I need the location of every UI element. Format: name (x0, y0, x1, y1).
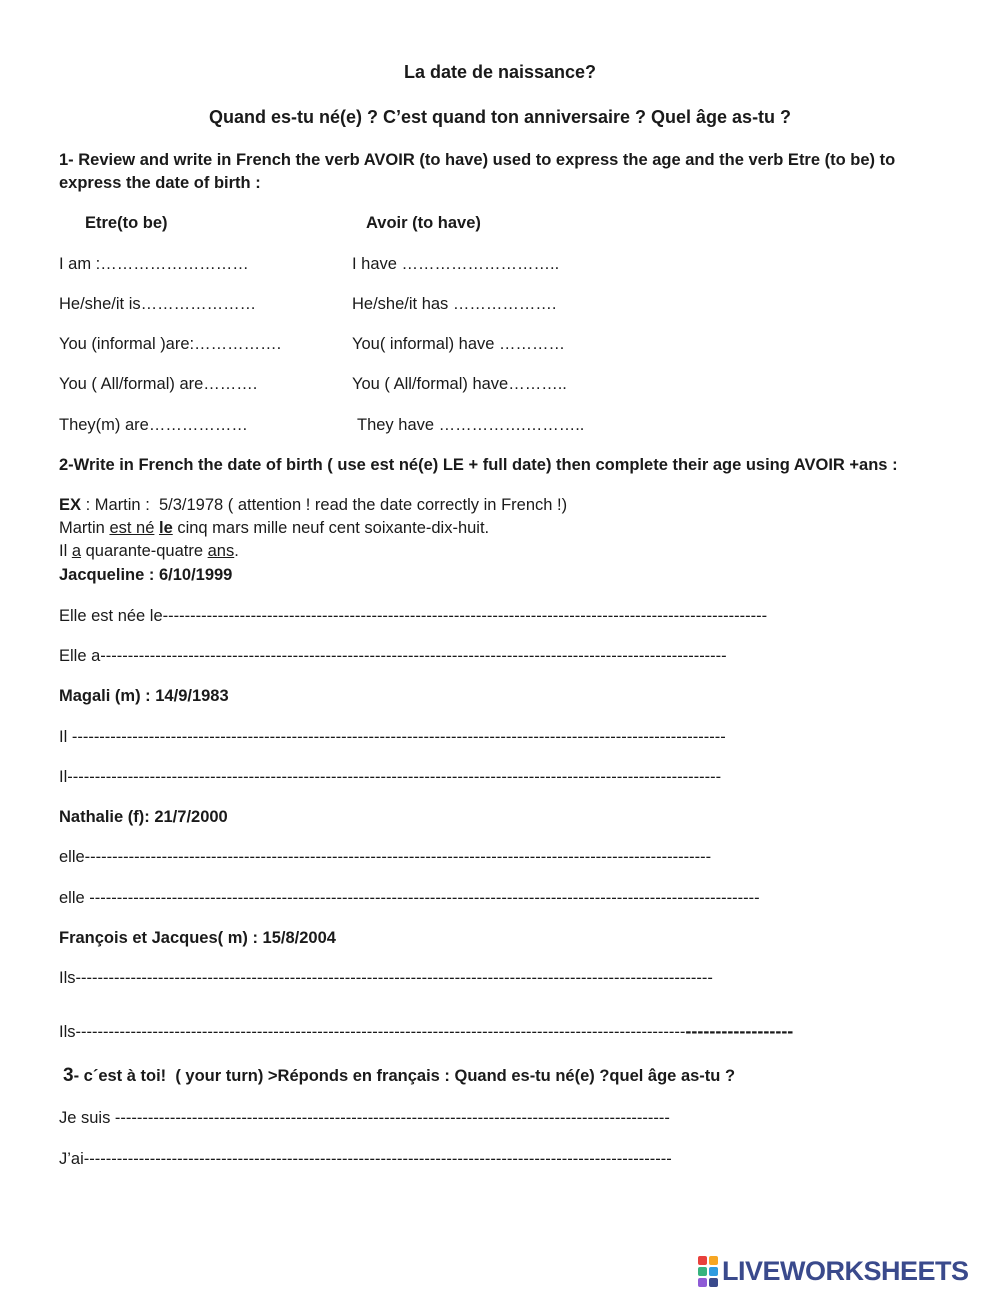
person-name-nathalie: Nathalie (f): 21/7/2000 (59, 808, 228, 826)
liveworksheets-logo[interactable] (698, 1256, 969, 1286)
section1-instruction-line2: express the date of birth : (59, 174, 261, 192)
example-text: Il (59, 542, 72, 560)
section3-text: - c´est à toi! ( your turn) >Réponds en français : Quand es-tu né(e) ?quel âge as-tu ? (73, 1067, 736, 1085)
answer-line-francois-jacques-date[interactable]: Ils-------------------------------------------------------------------------------------------------------------------- (59, 969, 713, 987)
logo-block-icon (698, 1256, 707, 1265)
page-subtitle: Quand es-tu né(e) ? C’est quand ton anniversaire ? Quel âge as-tu ? (208, 107, 792, 127)
example-underlined-ans: ans (207, 542, 235, 560)
example-line-2 (59, 518, 489, 538)
logo-block-icon (709, 1278, 718, 1287)
answer-line-dashes: Ils--------------------------------------------------------------------------------------------------------------- (59, 1023, 686, 1041)
logo-block-icon (709, 1267, 718, 1276)
conjugation-etre-1[interactable]: I am :……………………… (59, 255, 249, 273)
column-header-avoir: Avoir (to have) (366, 214, 481, 232)
logo-block-icon (698, 1267, 707, 1276)
answer-line-jacqueline-age[interactable]: Elle a------------------------------------------------------------------------------------------------------------------ (59, 647, 727, 665)
conjugation-etre-2[interactable]: He/she/it is………………… (59, 295, 257, 313)
answer-line-nathalie-date[interactable]: elle------------------------------------------------------------------------------------------------------------------ (59, 848, 712, 866)
conjugation-avoir-4[interactable]: You ( All/formal) have……….. (352, 375, 567, 393)
conjugation-avoir-2[interactable]: He/she/it has ………………. (352, 295, 557, 313)
answer-line-dashes-tail: ------------------ (685, 1021, 794, 1041)
conjugation-etre-3[interactable]: You (informal )are:……………. (59, 335, 282, 353)
example-period: . (234, 542, 239, 560)
example-date-words: cinq mars mille neuf cent soixante-dix-huit. (172, 519, 490, 537)
section3-instruction (63, 1066, 735, 1086)
liveworksheets-logo-icon (698, 1256, 718, 1287)
logo-block-icon (709, 1256, 718, 1265)
column-header-etre: Etre(to be) (85, 214, 168, 232)
conjugation-avoir-5[interactable]: They have …………….……….. (357, 416, 585, 434)
section3-number: 3 (63, 1065, 74, 1086)
conjugation-avoir-1[interactable]: I have ……………………….. (352, 255, 560, 273)
page-title: La date de naissance? (403, 62, 597, 82)
answer-line-je-suis[interactable]: Je suis ----------------------------------------------------------------------------------------------------- (59, 1109, 670, 1127)
answer-line-francois-jacques-age[interactable] (59, 1021, 793, 1042)
answer-line-magali-age[interactable]: Il----------------------------------------------------------------------------------------------------------------------- (59, 768, 722, 786)
example-date-text: : Martin : 5/3/1978 ( attention ! read the date correctly in French !) (81, 496, 568, 514)
answer-line-j-ai[interactable]: J’ai----------------------------------------------------------------------------------------------------------- (59, 1150, 672, 1168)
liveworksheets-logo-text: LIVEWORKSHEETS (722, 1255, 969, 1286)
example-age-words: quarante-quatre (81, 542, 208, 560)
section2-instruction: 2-Write in French the date of birth ( use est né(e) LE + full date) then complete their age using AVOIR +ans : (59, 456, 898, 474)
example-text: Martin (59, 519, 110, 537)
logo-block-icon (698, 1278, 707, 1287)
section1-instruction-line1: 1- Review and write in French the verb AVOIR (to have) used to express the age and the verb Etre (to be) to (59, 151, 896, 169)
example-underlined-avoir: a (71, 542, 82, 560)
person-name-jacqueline: Jacqueline : 6/10/1999 (59, 566, 233, 584)
answer-line-magali-date[interactable]: Il ----------------------------------------------------------------------------------------------------------------------- (59, 728, 726, 746)
person-name-magali: Magali (m) : 14/9/1983 (59, 687, 229, 705)
answer-line-jacqueline-date[interactable]: Elle est née le-------------------------------------------------------------------------------------------------------------- (59, 607, 768, 625)
conjugation-etre-4[interactable]: You ( All/formal) are………. (59, 375, 258, 393)
conjugation-etre-5[interactable]: They(m) are……………… (59, 416, 248, 434)
example-article-le: le (158, 519, 173, 537)
example-label: EX (59, 496, 82, 514)
example-line-1 (59, 495, 567, 515)
answer-line-nathalie-age[interactable]: elle -------------------------------------------------------------------------------------------------------------------------- (59, 889, 760, 907)
example-underlined-verb: est né (109, 519, 155, 537)
person-name-francois-jacques: François et Jacques( m) : 15/8/2004 (59, 929, 336, 947)
conjugation-avoir-3[interactable]: You( informal) have ………… (352, 335, 566, 353)
example-line-3 (59, 541, 239, 561)
